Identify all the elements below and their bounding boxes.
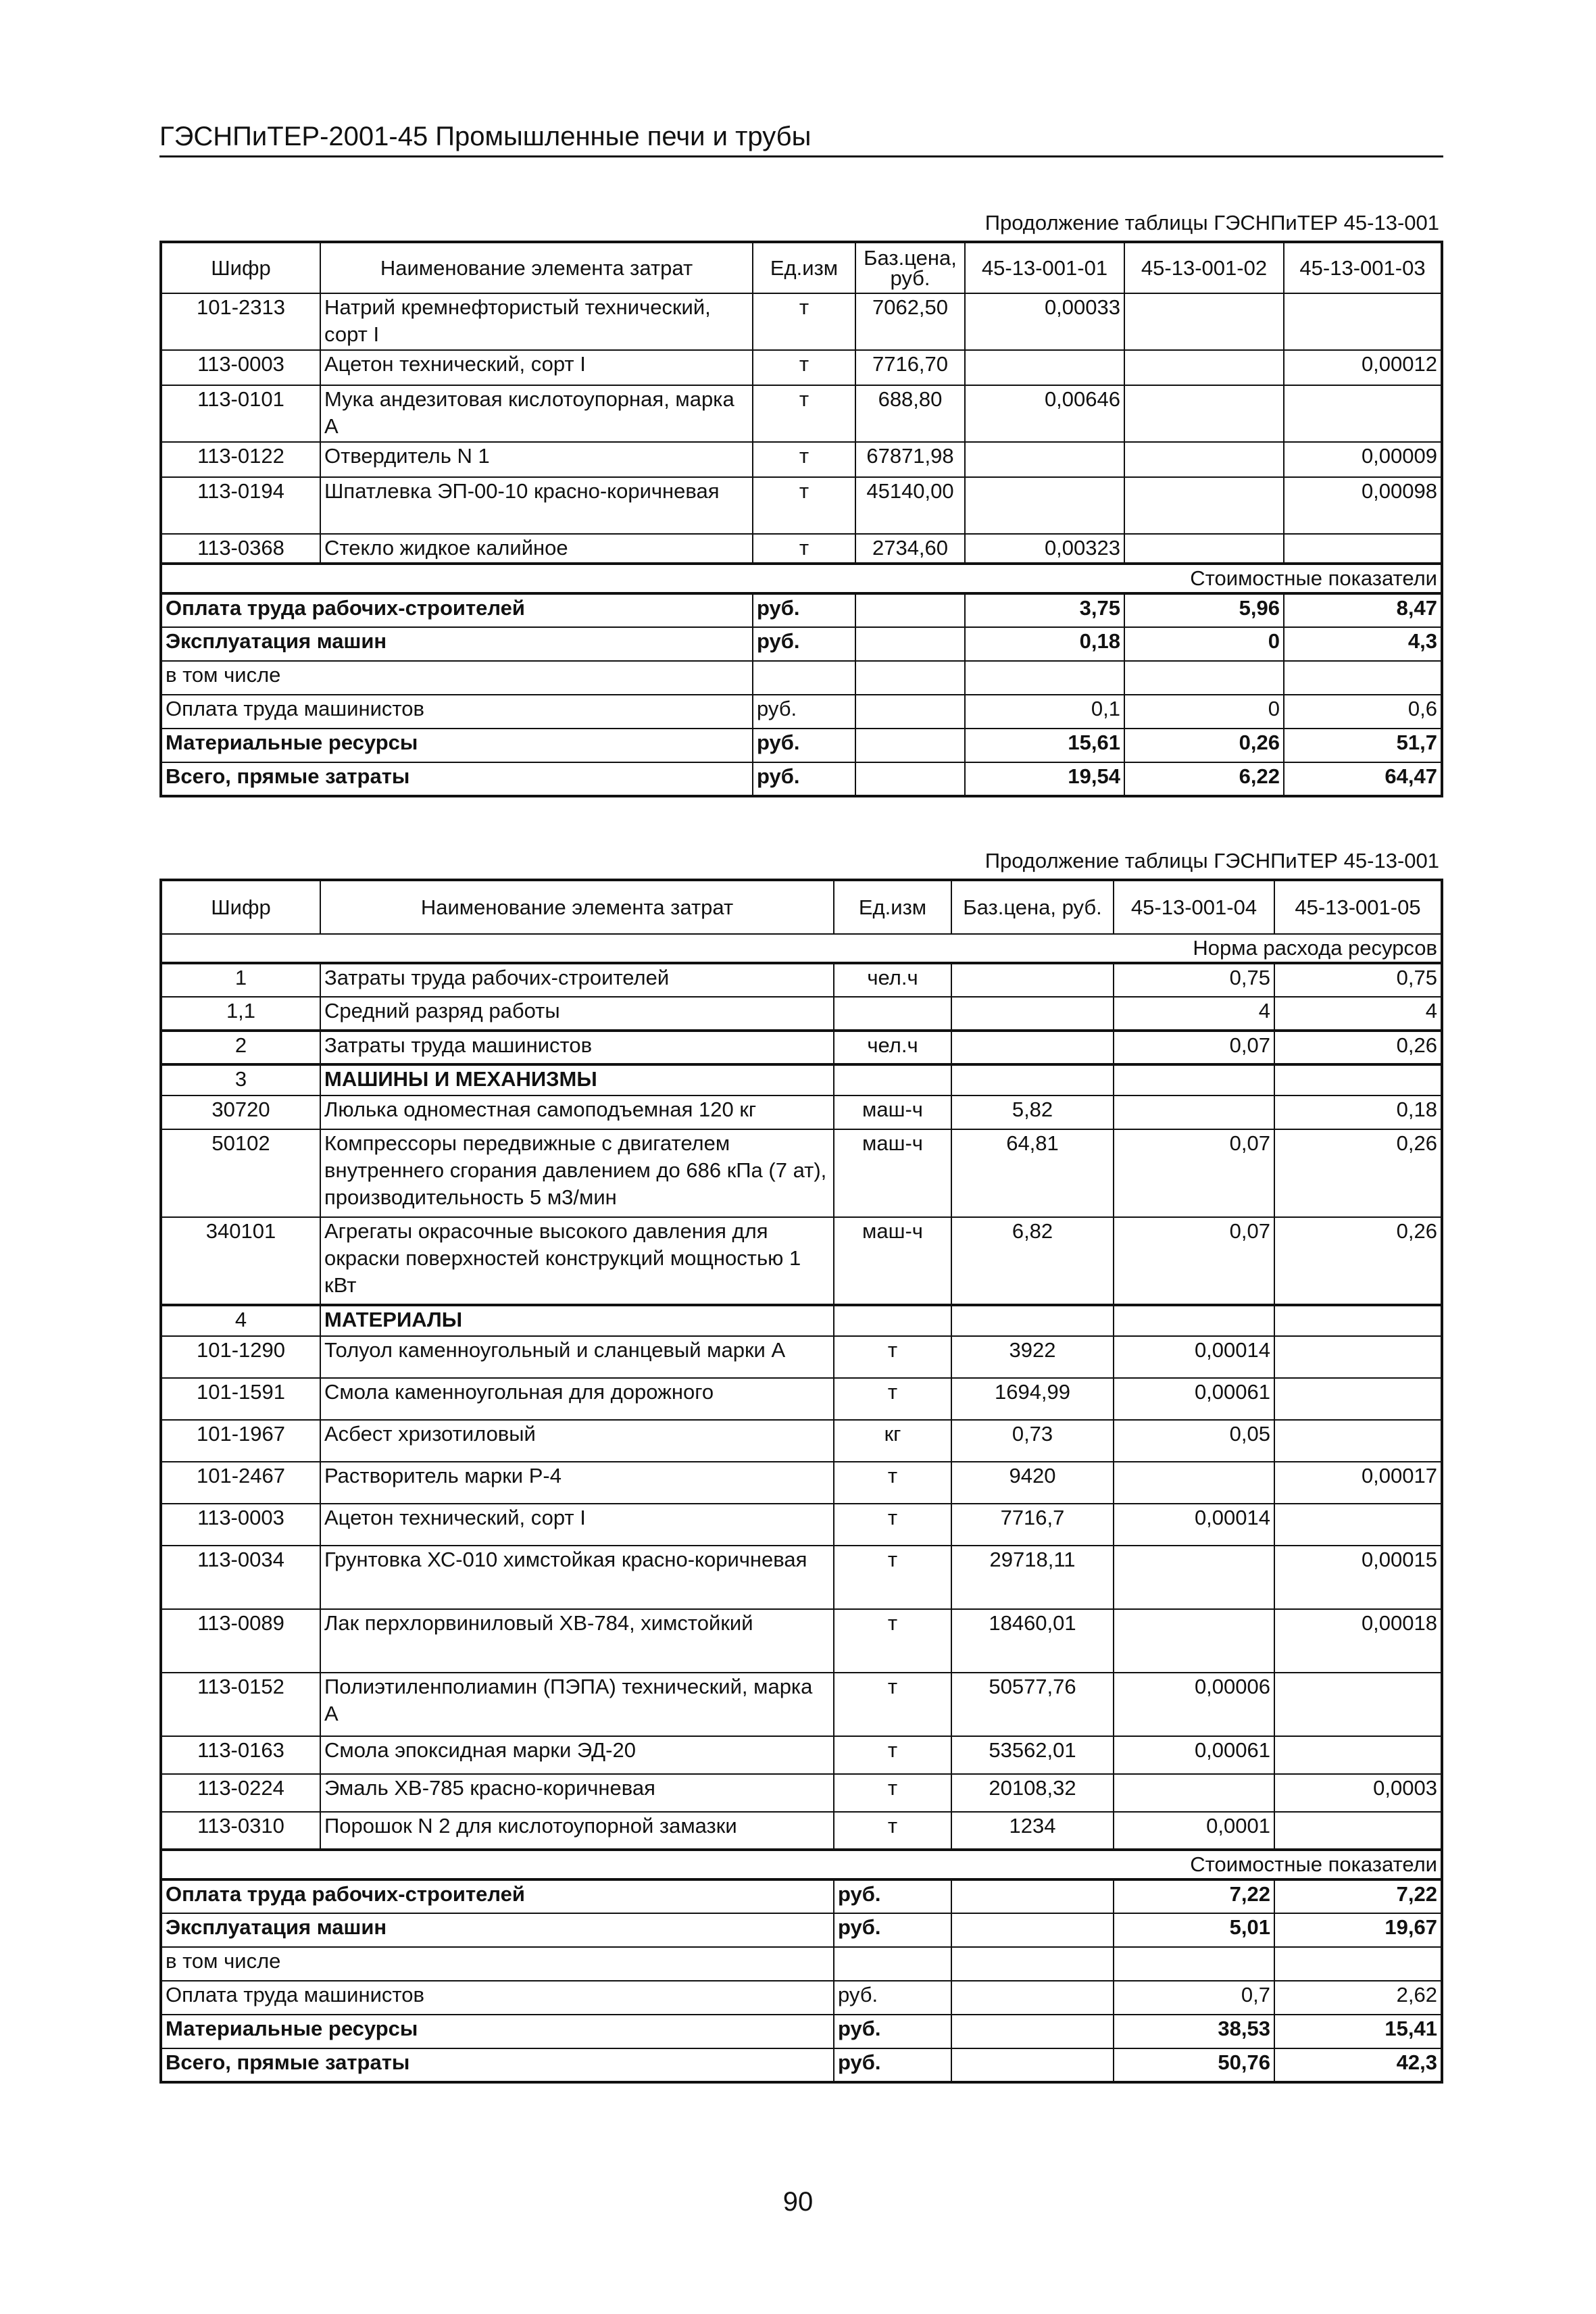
col-header-unit: Ед.изм xyxy=(753,242,855,293)
table-row xyxy=(161,534,1442,564)
summary-row xyxy=(161,695,1442,729)
col-header-45-13-001-04: 45-13-001-04 xyxy=(1114,880,1274,934)
row-value-1 xyxy=(1114,1462,1274,1504)
summary-name: Всего, прямые затраты xyxy=(161,762,753,796)
summary-name: в том числе xyxy=(161,1947,834,1981)
row-name: Стекло жидкое калийное xyxy=(320,534,753,564)
summary-name: Эксплуатация машин xyxy=(161,1913,834,1947)
summary-name: в том числе xyxy=(161,661,753,695)
row-name: Мука андезитовая кислотоупорная, марка А xyxy=(320,385,753,442)
row-price: 5,82 xyxy=(951,1096,1114,1129)
row-value-3: 0,00012 xyxy=(1284,350,1442,385)
row-price: 2734,60 xyxy=(855,534,965,564)
row-code: 113-0310 xyxy=(161,1812,320,1850)
row-unit: т xyxy=(753,350,855,385)
summary-value-1: 0,18 xyxy=(965,627,1124,661)
summary-value-1: 3,75 xyxy=(965,593,1124,627)
section-label-cost: Стоимостные показатели xyxy=(161,1850,1442,1879)
row-unit: т xyxy=(834,1812,951,1850)
row-name: Порошок N 2 для кислотоупорной замазки xyxy=(320,1812,834,1850)
row-price xyxy=(951,1031,1114,1064)
summary-value-2: 0,26 xyxy=(1124,729,1284,762)
table-row xyxy=(161,477,1442,534)
row-unit: кг xyxy=(834,1420,951,1462)
row-name: Отвердитель N 1 xyxy=(320,442,753,477)
summary-value-1: 19,54 xyxy=(965,762,1124,796)
row-value-1 xyxy=(965,477,1124,534)
row-price: 50577,76 xyxy=(951,1673,1114,1736)
table-row xyxy=(161,350,1442,385)
row-value-1 xyxy=(965,350,1124,385)
summary-empty xyxy=(855,661,965,695)
table-row xyxy=(161,1129,1442,1217)
row-value-1 xyxy=(1114,1096,1274,1129)
row-price: 1234 xyxy=(951,1812,1114,1850)
row-value-2: 0,00015 xyxy=(1274,1546,1442,1609)
row-code: 113-0003 xyxy=(161,350,320,385)
row-value-2 xyxy=(1274,1305,1442,1336)
row-code: 340101 xyxy=(161,1217,320,1305)
row-value-2 xyxy=(1124,385,1284,442)
summary-row xyxy=(161,729,1442,762)
row-name: Ацетон технический, сорт I xyxy=(320,350,753,385)
resource-table-2 xyxy=(159,879,1443,2084)
row-price: 7716,70 xyxy=(855,350,965,385)
summary-value-2: 2,62 xyxy=(1274,1981,1442,2015)
row-price: 18460,01 xyxy=(951,1609,1114,1673)
summary-name: Материальные ресурсы xyxy=(161,729,753,762)
row-price: 1694,99 xyxy=(951,1378,1114,1420)
summary-value-1: 15,61 xyxy=(965,729,1124,762)
row-code: 50102 xyxy=(161,1129,320,1217)
table-row xyxy=(161,1736,1442,1774)
table-row xyxy=(161,1217,1442,1305)
row-price xyxy=(951,997,1114,1031)
row-price xyxy=(951,963,1114,997)
summary-value-2: 15,41 xyxy=(1274,2015,1442,2048)
summary-name: Эксплуатация машин xyxy=(161,627,753,661)
row-name: Компрессоры передвижные с двигателем внутреннего сгорания давлением до 686 кПа (7 ат), производительность 5 м3/мин xyxy=(320,1129,834,1217)
summary-value-2 xyxy=(1124,661,1284,695)
row-name: Затраты труда рабочих-строителей xyxy=(320,963,834,997)
row-price xyxy=(951,1305,1114,1336)
summary-empty xyxy=(951,1879,1114,1913)
row-value-1: 0,07 xyxy=(1114,1217,1274,1305)
summary-name: Оплата труда рабочих-строителей xyxy=(161,593,753,627)
summary-name: Материальные ресурсы xyxy=(161,2015,834,2048)
table-row xyxy=(161,1064,1442,1096)
row-name: Ацетон технический, сорт I xyxy=(320,1504,834,1546)
row-code: 101-1591 xyxy=(161,1378,320,1420)
row-code: 113-0163 xyxy=(161,1736,320,1774)
col-header-45-13-001-01: 45-13-001-01 xyxy=(965,242,1124,293)
row-value-2: 4 xyxy=(1274,997,1442,1031)
row-price: 6,82 xyxy=(951,1217,1114,1305)
summary-value-2: 6,22 xyxy=(1124,762,1284,796)
table-row xyxy=(161,1546,1442,1609)
row-value-1: 0,07 xyxy=(1114,1031,1274,1064)
row-code: 113-0003 xyxy=(161,1504,320,1546)
row-value-3 xyxy=(1284,385,1442,442)
table-row xyxy=(161,997,1442,1031)
table-row xyxy=(161,1031,1442,1064)
row-value-2 xyxy=(1274,1336,1442,1378)
row-code: 113-0224 xyxy=(161,1774,320,1812)
row-code: 113-0368 xyxy=(161,534,320,564)
summary-unit: руб. xyxy=(753,762,855,796)
row-name: Лак перхлорвиниловый ХВ-784, химстойкий xyxy=(320,1609,834,1673)
summary-value-3: 0,6 xyxy=(1284,695,1442,729)
row-price: 64,81 xyxy=(951,1129,1114,1217)
summary-row xyxy=(161,1879,1442,1913)
row-value-2 xyxy=(1124,293,1284,350)
row-code: 30720 xyxy=(161,1096,320,1129)
row-unit: чел.ч xyxy=(834,963,951,997)
summary-name: Оплата труда рабочих-строителей xyxy=(161,1879,834,1913)
row-price: 20108,32 xyxy=(951,1774,1114,1812)
row-code: 113-0101 xyxy=(161,385,320,442)
table-row xyxy=(161,1378,1442,1420)
summary-unit: руб. xyxy=(753,695,855,729)
summary-row xyxy=(161,762,1442,796)
row-unit: т xyxy=(834,1609,951,1673)
summary-value-2 xyxy=(1274,1947,1442,1981)
row-unit: т xyxy=(834,1673,951,1736)
row-unit xyxy=(834,1305,951,1336)
row-unit: т xyxy=(834,1736,951,1774)
row-value-2: 0,26 xyxy=(1274,1129,1442,1217)
table2-caption: Продолжение таблицы ГЭСНПиТЕР 45-13-001 xyxy=(984,849,1439,872)
row-unit: т xyxy=(834,1378,951,1420)
row-name: МАШИНЫ И МЕХАНИЗМЫ xyxy=(320,1064,834,1096)
col-header-name: Наименование элемента затрат xyxy=(320,242,753,293)
col-header-code: Шифр xyxy=(161,880,320,934)
row-value-3 xyxy=(1284,534,1442,564)
summary-unit: руб. xyxy=(834,1981,951,2015)
row-name: Асбест хризотиловый xyxy=(320,1420,834,1462)
summary-row xyxy=(161,2048,1442,2082)
row-value-1: 0,00061 xyxy=(1114,1736,1274,1774)
summary-empty xyxy=(855,593,965,627)
row-name: Люлька одноместная самоподъемная 120 кг xyxy=(320,1096,834,1129)
row-value-1: 0,00006 xyxy=(1114,1673,1274,1736)
row-value-1 xyxy=(1114,1064,1274,1096)
row-unit: маш-ч xyxy=(834,1217,951,1305)
row-value-2 xyxy=(1274,1812,1442,1850)
row-value-1: 0,75 xyxy=(1114,963,1274,997)
row-price: 3922 xyxy=(951,1336,1114,1378)
row-code: 113-0122 xyxy=(161,442,320,477)
resource-table-1 xyxy=(159,241,1443,797)
row-code: 113-0034 xyxy=(161,1546,320,1609)
row-value-1: 0,00323 xyxy=(965,534,1124,564)
page-number: 90 xyxy=(782,2187,814,2217)
row-value-1 xyxy=(965,442,1124,477)
summary-row xyxy=(161,1981,1442,2015)
row-price: 9420 xyxy=(951,1462,1114,1504)
row-value-1: 0,05 xyxy=(1114,1420,1274,1462)
summary-value-1: 50,76 xyxy=(1114,2048,1274,2082)
table-row xyxy=(161,1812,1442,1850)
section-label-cost: Стоимостные показатели xyxy=(161,564,1442,593)
row-value-2: 0,26 xyxy=(1274,1031,1442,1064)
summary-value-2: 5,96 xyxy=(1124,593,1284,627)
row-value-2 xyxy=(1124,477,1284,534)
table-row xyxy=(161,442,1442,477)
row-value-2 xyxy=(1124,534,1284,564)
header-rule xyxy=(159,155,1443,157)
summary-value-1: 7,22 xyxy=(1114,1879,1274,1913)
summary-name: Всего, прямые затраты xyxy=(161,2048,834,2082)
summary-row xyxy=(161,627,1442,661)
row-value-2: 0,00018 xyxy=(1274,1609,1442,1673)
row-unit: т xyxy=(834,1546,951,1609)
summary-value-1: 0,1 xyxy=(965,695,1124,729)
row-value-2 xyxy=(1274,1420,1442,1462)
row-code: 1,1 xyxy=(161,997,320,1031)
section-label-norm: Норма расхода ресурсов xyxy=(161,934,1442,963)
row-name: Агрегаты окрасочные высокого давления для окраски поверхностей конструкций мощностью 1 кВт xyxy=(320,1217,834,1305)
row-unit: т xyxy=(834,1462,951,1504)
row-code: 101-1290 xyxy=(161,1336,320,1378)
summary-unit: руб. xyxy=(753,593,855,627)
row-code: 4 xyxy=(161,1305,320,1336)
summary-unit: руб. xyxy=(834,2015,951,2048)
summary-value-2: 19,67 xyxy=(1274,1913,1442,1947)
page-header: ГЭСНПиТЕР-2001-45 Промышленные печи и трубы xyxy=(159,122,812,151)
table-row xyxy=(161,1609,1442,1673)
row-value-1 xyxy=(1114,1546,1274,1609)
summary-row xyxy=(161,1913,1442,1947)
table-row xyxy=(161,963,1442,997)
row-price: 0,73 xyxy=(951,1420,1114,1462)
row-name: Растворитель марки Р-4 xyxy=(320,1462,834,1504)
summary-value-3 xyxy=(1284,661,1442,695)
summary-value-3: 64,47 xyxy=(1284,762,1442,796)
summary-row xyxy=(161,661,1442,695)
row-name: Толуол каменноугольный и сланцевый марки А xyxy=(320,1336,834,1378)
summary-value-1: 0,7 xyxy=(1114,1981,1274,2015)
summary-empty xyxy=(951,2015,1114,2048)
row-name: Затраты труда машинистов xyxy=(320,1031,834,1064)
summary-name: Оплата труда машинистов xyxy=(161,695,753,729)
row-unit: чел.ч xyxy=(834,1031,951,1064)
summary-value-1: 5,01 xyxy=(1114,1913,1274,1947)
row-value-1: 0,00014 xyxy=(1114,1504,1274,1546)
row-unit: т xyxy=(753,442,855,477)
table1-caption: Продолжение таблицы ГЭСНПиТЕР 45-13-001 xyxy=(984,211,1439,235)
row-value-2 xyxy=(1124,350,1284,385)
table-row xyxy=(161,1336,1442,1378)
row-value-2: 0,26 xyxy=(1274,1217,1442,1305)
row-unit xyxy=(834,1064,951,1096)
row-value-2 xyxy=(1274,1064,1442,1096)
row-price: 7716,7 xyxy=(951,1504,1114,1546)
table-row xyxy=(161,1504,1442,1546)
row-name: Средний разряд работы xyxy=(320,997,834,1031)
row-unit: т xyxy=(753,534,855,564)
summary-empty xyxy=(855,729,965,762)
row-value-1 xyxy=(1114,1609,1274,1673)
summary-row xyxy=(161,1947,1442,1981)
row-code: 113-0152 xyxy=(161,1673,320,1736)
row-value-1: 0,00033 xyxy=(965,293,1124,350)
row-unit: т xyxy=(834,1774,951,1812)
row-value-1: 0,00014 xyxy=(1114,1336,1274,1378)
summary-value-2: 7,22 xyxy=(1274,1879,1442,1913)
row-value-2 xyxy=(1274,1673,1442,1736)
summary-row xyxy=(161,593,1442,627)
row-unit: т xyxy=(834,1336,951,1378)
table-row xyxy=(161,293,1442,350)
summary-empty xyxy=(855,627,965,661)
table-row xyxy=(161,1096,1442,1129)
row-name: Полиэтиленполиамин (ПЭПА) технический, марка А xyxy=(320,1673,834,1736)
summary-unit: руб. xyxy=(834,1879,951,1913)
row-price: 45140,00 xyxy=(855,477,965,534)
row-price: 688,80 xyxy=(855,385,965,442)
row-unit: т xyxy=(753,293,855,350)
col-header-price: Баз.цена, руб. xyxy=(855,242,965,293)
row-value-1 xyxy=(1114,1305,1274,1336)
row-code: 3 xyxy=(161,1064,320,1096)
col-header-name: Наименование элемента затрат xyxy=(320,880,834,934)
row-name: МАТЕРИАЛЫ xyxy=(320,1305,834,1336)
summary-unit: руб. xyxy=(753,627,855,661)
summary-empty xyxy=(951,2048,1114,2082)
row-unit: маш-ч xyxy=(834,1096,951,1129)
summary-value-3: 4,3 xyxy=(1284,627,1442,661)
table-row xyxy=(161,385,1442,442)
row-value-1: 0,00061 xyxy=(1114,1378,1274,1420)
row-name: Натрий кремнефтористый технический, сорт I xyxy=(320,293,753,350)
row-value-3: 0,00009 xyxy=(1284,442,1442,477)
row-value-1: 0,0001 xyxy=(1114,1812,1274,1850)
row-code: 101-1967 xyxy=(161,1420,320,1462)
table-row xyxy=(161,1774,1442,1812)
row-code: 101-2313 xyxy=(161,293,320,350)
col-header-code: Шифр xyxy=(161,242,320,293)
row-name: Смола эпоксидная марки ЭД-20 xyxy=(320,1736,834,1774)
summary-unit: руб. xyxy=(834,1913,951,1947)
row-value-2 xyxy=(1274,1736,1442,1774)
row-value-2 xyxy=(1274,1378,1442,1420)
summary-value-3: 8,47 xyxy=(1284,593,1442,627)
summary-unit xyxy=(834,1947,951,1981)
row-value-1: 0,07 xyxy=(1114,1129,1274,1217)
col-header-unit: Ед.изм xyxy=(834,880,951,934)
row-code: 1 xyxy=(161,963,320,997)
row-price: 67871,98 xyxy=(855,442,965,477)
row-code: 113-0194 xyxy=(161,477,320,534)
summary-empty xyxy=(855,695,965,729)
summary-unit: руб. xyxy=(753,729,855,762)
table-row xyxy=(161,1420,1442,1462)
row-value-1: 0,00646 xyxy=(965,385,1124,442)
summary-value-3: 51,7 xyxy=(1284,729,1442,762)
summary-empty xyxy=(855,762,965,796)
summary-value-2: 0 xyxy=(1124,695,1284,729)
row-name: Эмаль ХВ-785 красно-коричневая xyxy=(320,1774,834,1812)
row-value-3 xyxy=(1284,293,1442,350)
row-value-2: 0,75 xyxy=(1274,963,1442,997)
row-value-2 xyxy=(1124,442,1284,477)
row-code: 101-2467 xyxy=(161,1462,320,1504)
row-price: 7062,50 xyxy=(855,293,965,350)
summary-value-1: 38,53 xyxy=(1114,2015,1274,2048)
col-header-price: Баз.цена, руб. xyxy=(951,880,1114,934)
col-header-45-13-001-02: 45-13-001-02 xyxy=(1124,242,1284,293)
row-value-1: 4 xyxy=(1114,997,1274,1031)
summary-name: Оплата труда машинистов xyxy=(161,1981,834,2015)
table-row xyxy=(161,1305,1442,1336)
row-value-2: 0,00017 xyxy=(1274,1462,1442,1504)
summary-value-2: 42,3 xyxy=(1274,2048,1442,2082)
row-price: 29718,11 xyxy=(951,1546,1114,1609)
summary-unit xyxy=(753,661,855,695)
summary-empty xyxy=(951,1947,1114,1981)
summary-row xyxy=(161,2015,1442,2048)
row-name: Смола каменноугольная для дорожного xyxy=(320,1378,834,1420)
row-unit: маш-ч xyxy=(834,1129,951,1217)
row-code: 2 xyxy=(161,1031,320,1064)
row-value-2 xyxy=(1274,1504,1442,1546)
summary-value-1 xyxy=(1114,1947,1274,1981)
row-value-3: 0,00098 xyxy=(1284,477,1442,534)
row-value-2: 0,0003 xyxy=(1274,1774,1442,1812)
row-value-1 xyxy=(1114,1774,1274,1812)
row-unit: т xyxy=(834,1504,951,1546)
summary-empty xyxy=(951,1981,1114,2015)
summary-empty xyxy=(951,1913,1114,1947)
row-price xyxy=(951,1064,1114,1096)
col-header-45-13-001-05: 45-13-001-05 xyxy=(1274,880,1442,934)
summary-unit: руб. xyxy=(834,2048,951,2082)
summary-value-1 xyxy=(965,661,1124,695)
row-name: Грунтовка ХС-010 химстойкая красно-коричневая xyxy=(320,1546,834,1609)
row-name: Шпатлевка ЭП-00-10 красно-коричневая xyxy=(320,477,753,534)
table-row xyxy=(161,1673,1442,1736)
row-value-2: 0,18 xyxy=(1274,1096,1442,1129)
row-price: 53562,01 xyxy=(951,1736,1114,1774)
table-row xyxy=(161,1462,1442,1504)
row-code: 113-0089 xyxy=(161,1609,320,1673)
col-header-45-13-001-03: 45-13-001-03 xyxy=(1284,242,1442,293)
summary-value-2: 0 xyxy=(1124,627,1284,661)
row-unit: т xyxy=(753,385,855,442)
row-unit xyxy=(834,997,951,1031)
row-unit: т xyxy=(753,477,855,534)
